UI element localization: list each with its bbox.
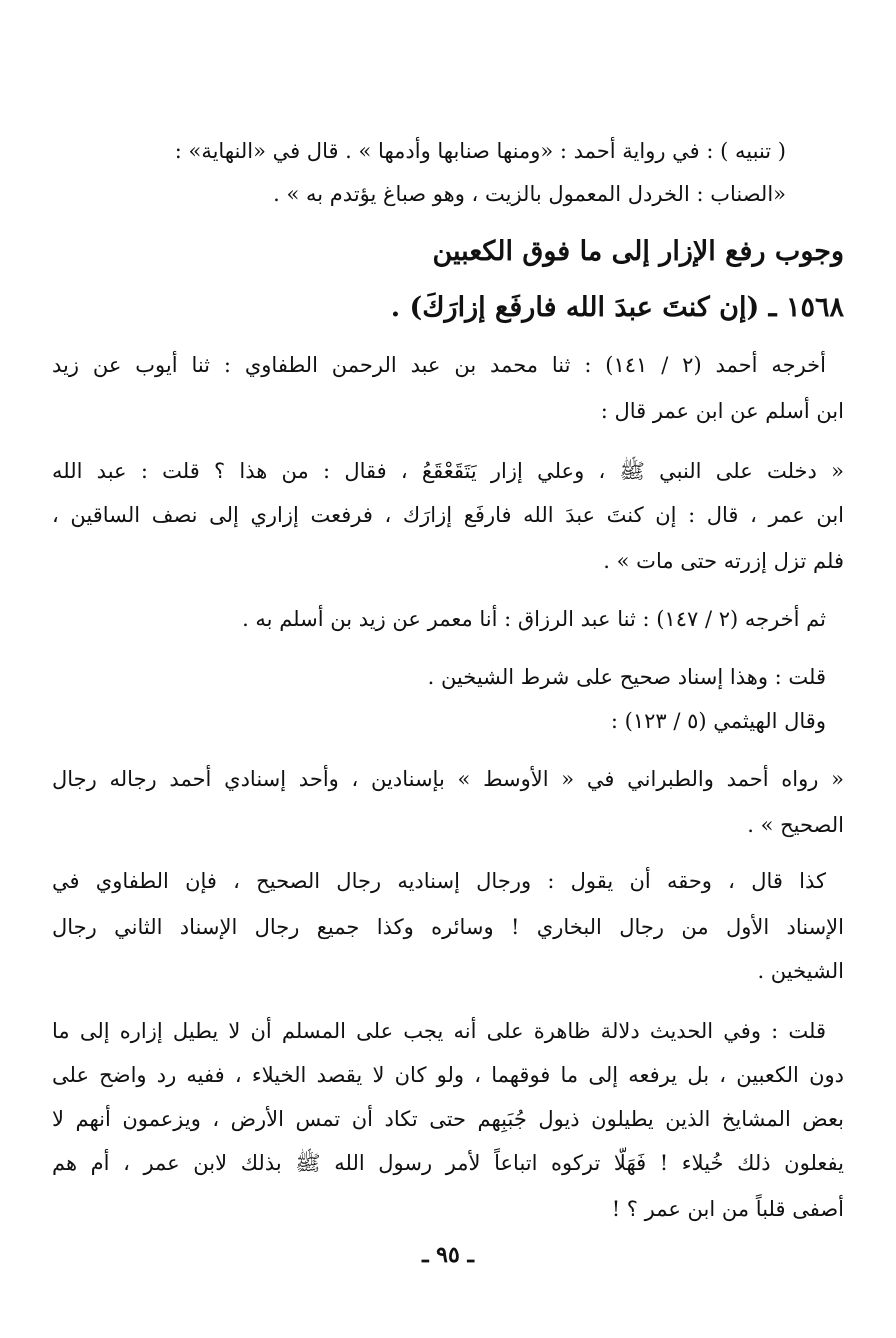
body-line: كذا قال ، وحقه أن يقول : ورجال إسناديه رجال الصحيح ، فإن الطفاوي في <box>52 869 826 893</box>
body-line: يفعلون ذلك خُيلاء ! فَهَلّا تركوه اتباعاً لأمر رسول الله ﷺ بذلك لابن عمر ، أم هم <box>52 1151 844 1175</box>
body-line: بعض المشايخ الذين يطيلون ذيول جُبَبِهم حتى تكاد أن تمس الأرض ، ويزعمون أنهم لا <box>52 1107 844 1131</box>
hadith-title: ١٥٦٨ ـ (إن كنتَ عبدَ الله فارفَع إزارَكَ) . <box>390 292 844 323</box>
quote-line: الصحيح » . <box>747 813 844 837</box>
body-line: الشيخين . <box>757 959 844 983</box>
body-line: دون الكعبين ، بل يرفعه إلى ما فوقهما ، ولو كان لا يقصد الخيلاء ، ففيه رد واضح على <box>52 1063 844 1087</box>
body-line: قلت : وهذا إسناد صحيح على شرط الشيخين . <box>427 665 826 689</box>
body-line: أخرجه أحمد (٢ / ١٤١) : ثنا محمد بن عبد الرحمن الطفاوي : ثنا أيوب عن زيد <box>52 353 826 377</box>
body-line: أصفى قلباً من ابن عمر ؟ ! <box>611 1197 844 1221</box>
quote-line: « دخلت على النبي ﷺ ، وعلي إزار يَتَقَعْقَعُ ، فقال : من هذا ؟ قلت : عبد الله <box>52 459 844 483</box>
body-line: ثم أخرجه (٢ / ١٤٧) : ثنا عبد الرزاق : أنا معمر عن زيد بن أسلم به . <box>242 607 826 631</box>
quote-line: فلم تزل إزرته حتى مات » . <box>603 549 844 573</box>
body-line: الإسناد الأول من رجال البخاري ! وسائره وكذا جميع رجال الإسناد الثاني رجال <box>52 915 844 939</box>
body-line: قلت : وفي الحديث دلالة ظاهرة على أنه يجب على المسلم أن لا يطيل إزاره إلى ما <box>52 1019 826 1043</box>
quote-line: ابن عمر ، قال : إن كنتَ عبدَ الله فارفَع إزارَك ، فرفعت إزاري إلى نصف الساقين ، <box>52 503 844 527</box>
chapter-heading: وجوب رفع الإزار إلى ما فوق الكعبين <box>432 236 844 267</box>
page-number: ـ ٩٥ ـ <box>422 1242 474 1268</box>
note-line-2: «الصناب : الخردل المعمول بالزيت ، وهو صباغ يؤتدم به » . <box>273 182 786 206</box>
quote-line: « رواه أحمد والطبراني في « الأوسط » بإسنادين ، وأحد إسنادي أحمد رجاله رجال <box>52 767 844 791</box>
body-line: وقال الهيثمي (٥ / ١٢٣) : <box>610 709 826 733</box>
body-line: ابن أسلم عن ابن عمر قال : <box>600 399 844 423</box>
note-line-1: ( تنبيه ) : في رواية أحمد : «ومنها صنابها وأدمها » . قال في «النهاية» : <box>174 139 786 163</box>
